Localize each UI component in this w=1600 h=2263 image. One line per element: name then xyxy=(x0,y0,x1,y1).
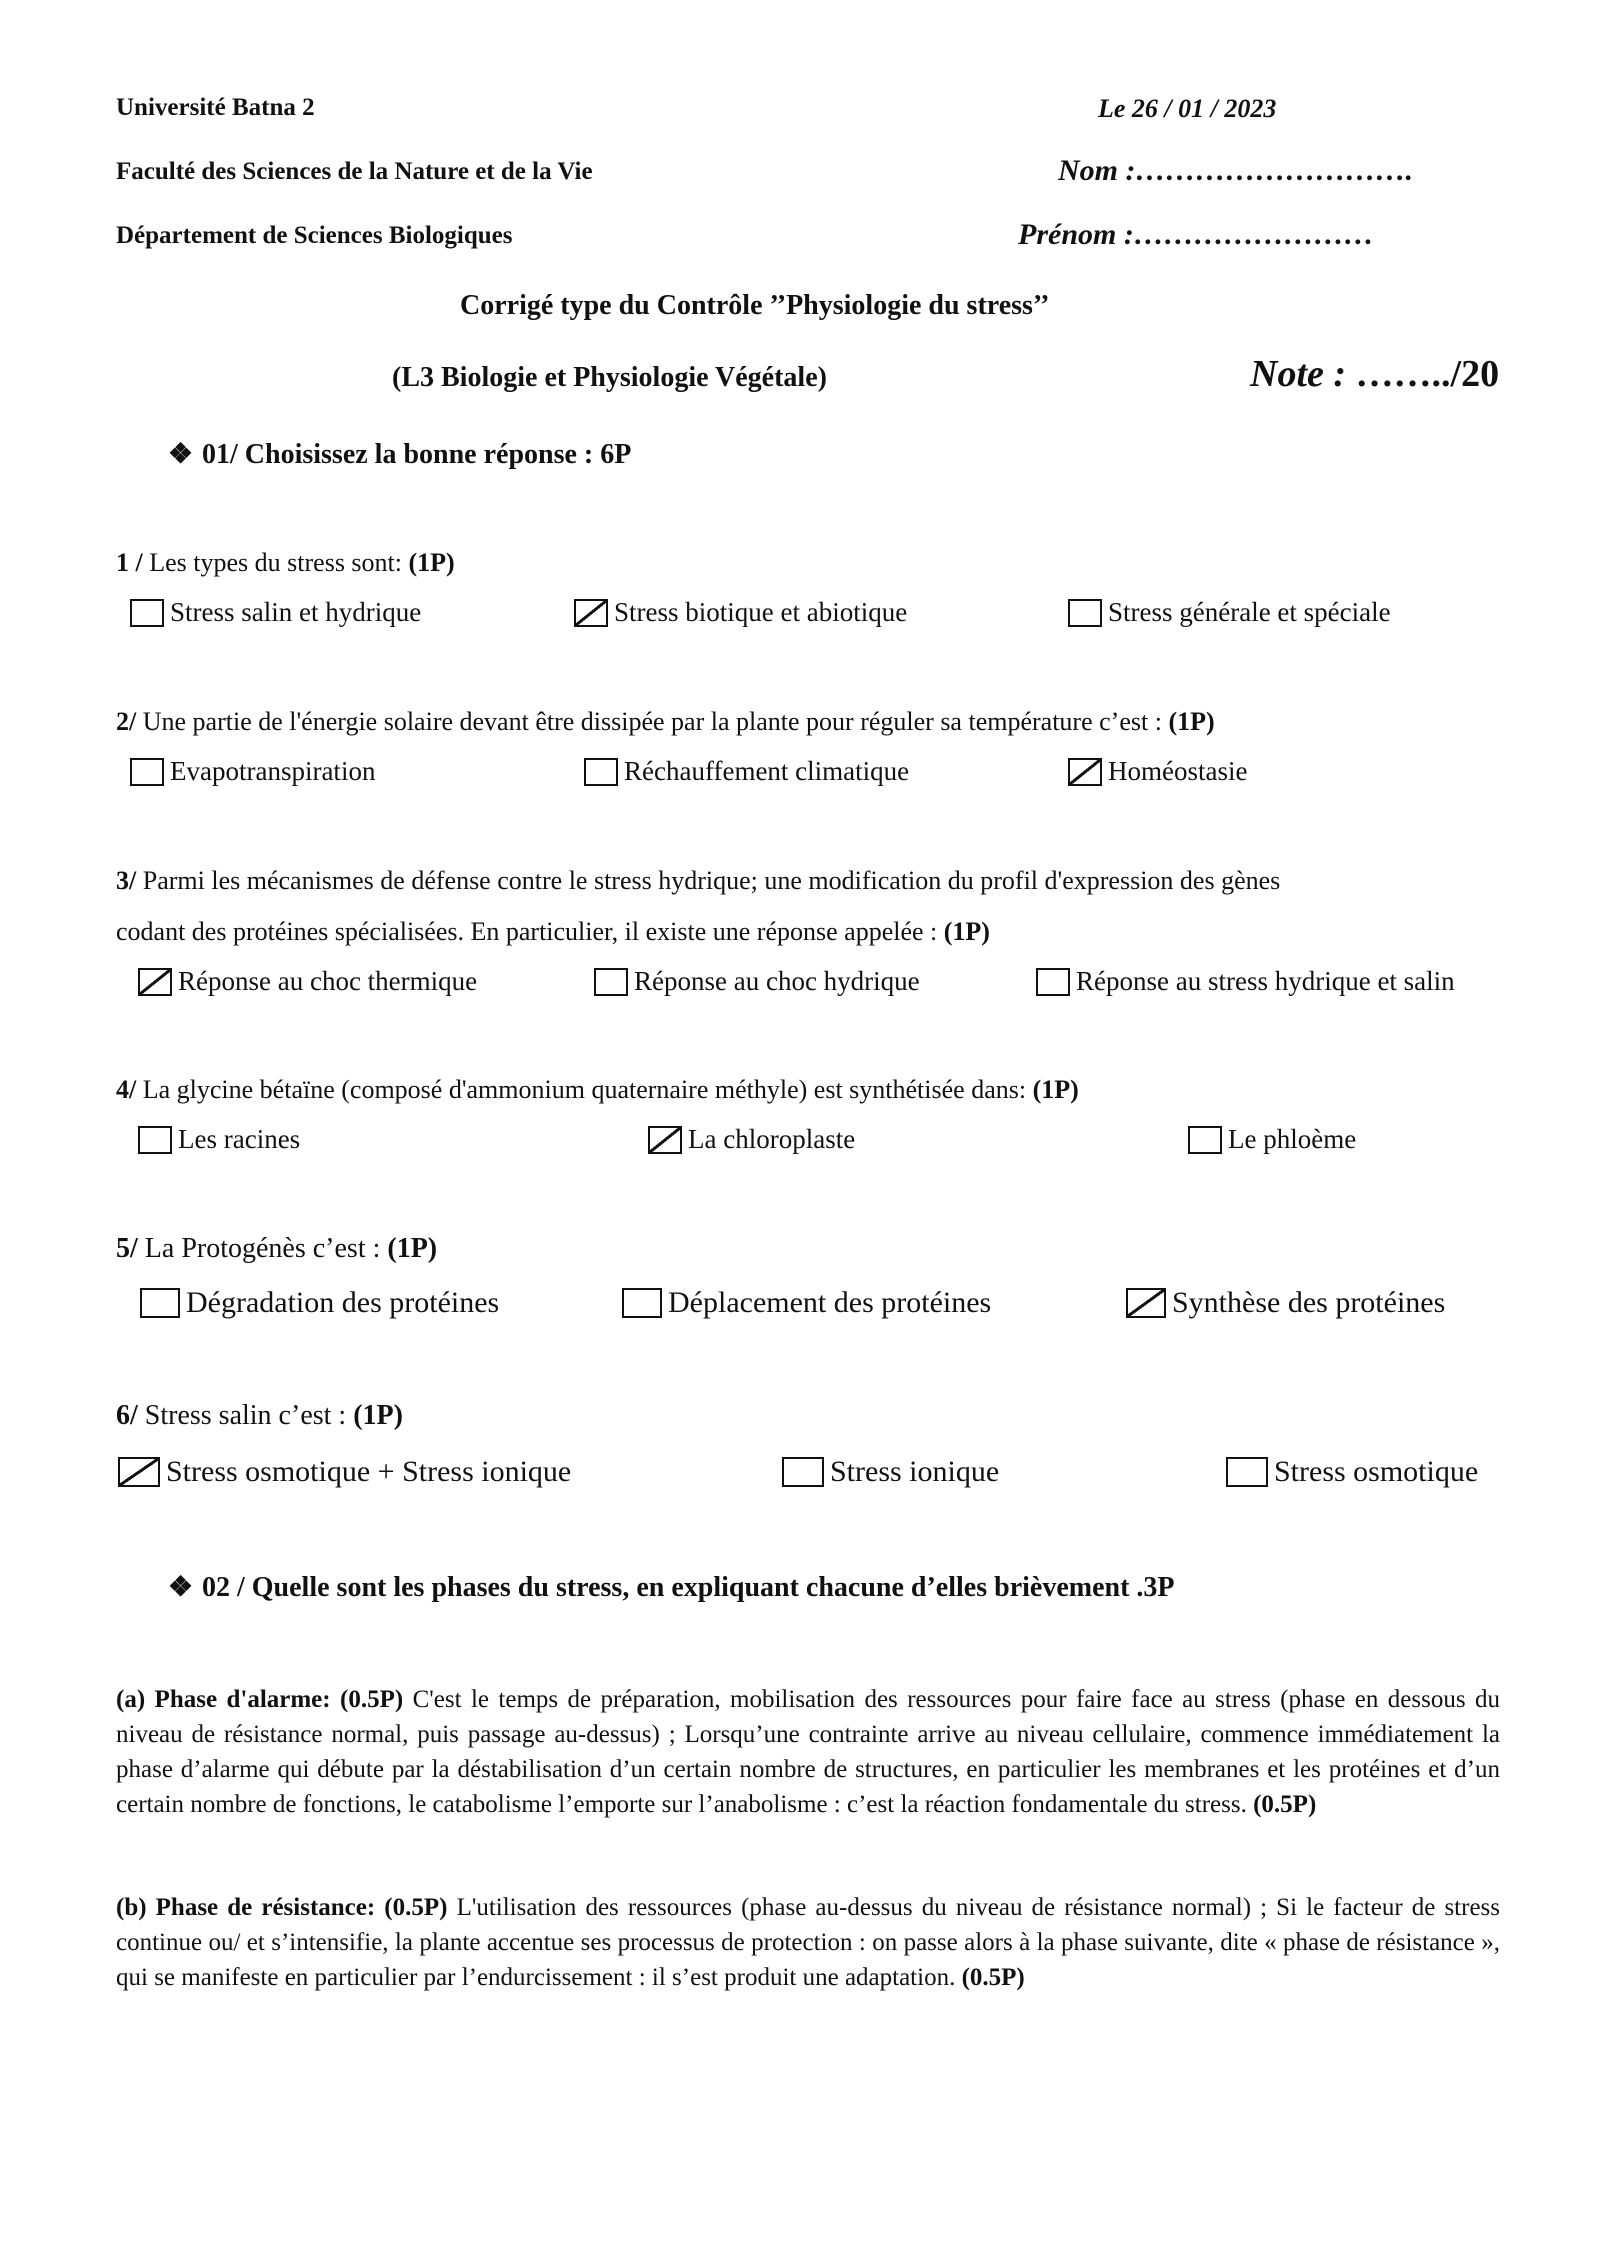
checked-checkbox-icon[interactable] xyxy=(118,1457,160,1487)
checkbox-icon[interactable] xyxy=(140,1288,180,1318)
section-1-heading xyxy=(168,437,631,471)
section-2-heading xyxy=(168,1570,1175,1604)
exam-date: Le 26 / 01 / 2023 xyxy=(1098,94,1277,123)
question-number: 3/ xyxy=(116,866,137,895)
q3-option-1[interactable] xyxy=(138,966,477,997)
option-label: Stress biotique et abiotique xyxy=(614,597,908,627)
checkbox-icon[interactable] xyxy=(130,758,164,786)
checked-checkbox-icon[interactable] xyxy=(1126,1288,1166,1318)
checked-checkbox-icon[interactable] xyxy=(574,599,608,627)
question-text: La glycine bétaïne (composé d'ammonium quaternaire méthyle) est synthétisée dans: xyxy=(142,1075,1027,1104)
option-label: Homéostasie xyxy=(1108,756,1248,786)
question-1 xyxy=(116,548,455,578)
q2-option-1[interactable] xyxy=(130,756,375,787)
question-number: 1 / xyxy=(116,548,143,577)
q3-option-2[interactable] xyxy=(594,966,920,997)
option-label: Réponse au choc thermique xyxy=(178,966,478,996)
phase-label: (b) Phase de résistance: (0.5P) xyxy=(116,1894,448,1921)
question-4 xyxy=(116,1075,1079,1105)
question-3-line-2 xyxy=(116,917,990,947)
option-label: Synthèse des protéines xyxy=(1172,1286,1446,1319)
department-name: Département de Sciences Biologiques xyxy=(116,222,513,249)
phase-resistance-paragraph xyxy=(116,1890,1500,1995)
option-label: Réponse au choc hydrique xyxy=(634,966,920,996)
option-label: Stress salin et hydrique xyxy=(170,597,422,627)
q4-option-3[interactable] xyxy=(1188,1124,1356,1155)
question-3 xyxy=(116,866,1280,896)
option-label: La chloroplaste xyxy=(688,1124,856,1154)
question-text-continued: codant des protéines spécialisées. En particulier, il existe une réponse appelée : xyxy=(116,917,938,946)
q3-option-3[interactable] xyxy=(1036,966,1455,997)
section-2-title: 02 / Quelle sont les phases du stress, en expliquant chacune d’elles brièvement .3P xyxy=(202,1572,1175,1603)
checkbox-icon[interactable] xyxy=(138,1126,172,1154)
question-text: Une partie de l'énergie solaire devant être dissipée par la plante pour réguler sa température c’est : xyxy=(142,707,1162,736)
phase-points: (0.5P) xyxy=(955,1964,1025,1991)
note-value: ……../20 xyxy=(1355,353,1500,395)
question-text: Les types du stress sont: xyxy=(149,548,402,577)
question-number: 6/ xyxy=(116,1400,138,1431)
nom-field: Nom :………………………. xyxy=(1058,154,1413,187)
q2-option-2[interactable] xyxy=(584,756,909,787)
question-text: La Protogénès c’est : xyxy=(144,1233,381,1264)
question-number: 4/ xyxy=(116,1075,137,1104)
option-label: Réchauffement climatique xyxy=(624,756,910,786)
checkbox-icon[interactable] xyxy=(130,599,164,627)
checkbox-icon[interactable] xyxy=(1226,1457,1268,1487)
question-points: (1P) xyxy=(943,917,990,946)
diamond-bullet-icon: ❖ xyxy=(168,1572,194,1603)
option-label: Réponse au stress hydrique et salin xyxy=(1076,966,1455,996)
q6-option-2[interactable] xyxy=(782,1455,999,1489)
question-number: 2/ xyxy=(116,707,137,736)
checkbox-icon[interactable] xyxy=(782,1457,824,1487)
phase-alarme-paragraph xyxy=(116,1682,1500,1822)
checked-checkbox-icon[interactable] xyxy=(138,968,172,996)
checkbox-icon[interactable] xyxy=(1188,1126,1222,1154)
checked-checkbox-icon[interactable] xyxy=(648,1126,682,1154)
option-label: Déplacement des protéines xyxy=(668,1286,992,1319)
university-name: Université Batna 2 xyxy=(116,94,315,121)
note-box xyxy=(1250,352,1499,396)
option-label: Stress osmotique xyxy=(1274,1455,1479,1488)
question-number: 5/ xyxy=(116,1233,138,1264)
option-label: Les racines xyxy=(178,1124,301,1154)
checked-checkbox-icon[interactable] xyxy=(1068,758,1102,786)
phase-text: L'utilisation des ressources (phase au-dessus du niveau de résistance normal) ; Si le facteur de stress continue ou/ et s’intensifie, la plante accentue ses processus de protection : on passe alors à la phase suivante, dite « phase de résistance », qui se manifeste en particulier par l’endurcissement : il s’est produit une adaptation. xyxy=(116,1894,1501,1991)
question-points: (1P) xyxy=(387,1233,438,1264)
question-6 xyxy=(116,1400,403,1432)
checkbox-icon[interactable] xyxy=(584,758,618,786)
q4-option-1[interactable] xyxy=(138,1124,300,1155)
document-title: Corrigé type du Contrôle ’’Physiologie du stress’’ xyxy=(460,290,1050,321)
question-text: Stress salin c’est : xyxy=(144,1400,347,1431)
faculty-name: Faculté des Sciences de la Nature et de la Vie xyxy=(116,158,593,185)
question-points: (1P) xyxy=(408,548,455,577)
phase-points: (0.5P) xyxy=(1246,1791,1317,1818)
document-subtitle: (L3 Biologie et Physiologie Végétale) xyxy=(392,362,827,393)
q5-option-3[interactable] xyxy=(1126,1286,1445,1320)
option-label: Le phloème xyxy=(1228,1124,1357,1154)
question-text: Parmi les mécanismes de défense contre le stress hydrique; une modification du profil d'expression des gènes xyxy=(142,866,1281,895)
q2-option-3[interactable] xyxy=(1068,756,1247,787)
section-1-title: 01/ Choisissez la bonne réponse : 6P xyxy=(202,439,632,470)
checkbox-icon[interactable] xyxy=(594,968,628,996)
checkbox-icon[interactable] xyxy=(622,1288,662,1318)
option-label: Dégradation des protéines xyxy=(186,1286,500,1319)
question-points: (1P) xyxy=(1168,707,1215,736)
prenom-field: Prénom :…………………… xyxy=(1018,218,1374,251)
note-label: Note : xyxy=(1250,353,1347,395)
q5-option-2[interactable] xyxy=(622,1286,991,1320)
q1-option-3[interactable] xyxy=(1068,597,1391,628)
question-points: (1P) xyxy=(353,1400,403,1431)
option-label: Stress ionique xyxy=(830,1455,1000,1488)
question-points: (1P) xyxy=(1032,1075,1079,1104)
q1-option-1[interactable] xyxy=(130,597,421,628)
option-label: Evapotranspiration xyxy=(170,756,376,786)
question-5 xyxy=(116,1233,437,1265)
q1-option-2[interactable] xyxy=(574,597,907,628)
diamond-bullet-icon: ❖ xyxy=(168,439,194,470)
q5-option-1[interactable] xyxy=(140,1286,499,1320)
option-label: Stress osmotique + Stress ionique xyxy=(166,1455,572,1488)
q4-option-2[interactable] xyxy=(648,1124,855,1155)
option-label: Stress générale et spéciale xyxy=(1108,597,1391,627)
phase-label: (a) Phase d'alarme: (0.5P) xyxy=(116,1686,404,1713)
checkbox-icon[interactable] xyxy=(1036,968,1070,996)
q6-option-3[interactable] xyxy=(1226,1455,1478,1489)
question-2 xyxy=(116,707,1215,737)
phase-text: C'est le temps de préparation, mobilisation des ressources pour faire face au stress (phase en dessous du niveau de résistance normal, puis passage au-dessus) ; Lorsqu’une contrainte arrive au niveau cellulaire, commence immédiatement la phase d’alarme qui débute par la déstabilisation d’un certain nombre de structures, en particulier les membranes et les protéines et d’un certain nombre de fonctions, le catabolisme l’emporte sur l’anabolisme : c’est la réaction fondamentale du stress. xyxy=(116,1686,1501,1818)
q6-option-1[interactable] xyxy=(118,1455,571,1489)
checkbox-icon[interactable] xyxy=(1068,599,1102,627)
